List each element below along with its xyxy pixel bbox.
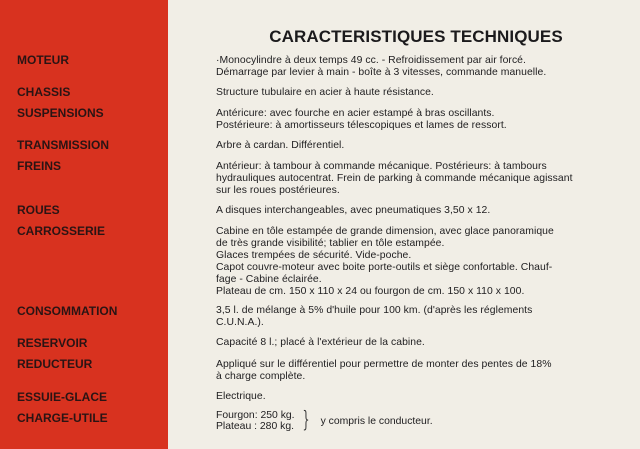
label-moteur: MOTEUR (17, 53, 69, 67)
charge-list (216, 410, 295, 432)
spec-consommation: 3,5 l. de mélange à 5% d'huile pour 100 km. (d'après les réglements C.U.N.A.). (216, 305, 533, 328)
spec-moteur: ·Monocylindre à deux temps 49 cc. - Refroidissement par air forcé. Démarrage par levier à main - boîte à 3 vitesses, commande manuelle. (216, 55, 547, 78)
spec-reservoir: Capacité 8 l.; placé à l'extérieur de la cabine. (216, 337, 425, 348)
label-roues: ROUES (17, 203, 60, 217)
spec-chassis: Structure tubulaire en acier à haute résistance. (216, 87, 434, 98)
label-consommation: CONSOMMATION (17, 304, 118, 318)
spec-transmission: Arbre à cardan. Différentiel. (216, 140, 345, 151)
label-freins: FREINS (17, 159, 62, 173)
spec-charge-utile (216, 410, 433, 432)
charge-plateau: Plateau : 280 kg. (216, 421, 294, 432)
label-carrosserie: CARROSSERIE (17, 224, 106, 238)
spec-essuie-glace: Electrique. (216, 391, 266, 402)
spec-roues: A disques interchangeables, avec pneumatiques 3,50 x 12. (216, 205, 491, 216)
spec-freins: Antérieur: à tambour à commande mécanique. Postérieurs: à tambours hydrauliques autocentrat. Frein de parking à commande mécanique agissant sur les roues postérieures. (216, 161, 573, 196)
spec-carrosserie: Cabine en tôle estampée de grande dimension, avec glace panoramique de très grande visibilité; tablier en tôle estampée. Glaces trempées de sécurité. Vide-poche. Capot couvre-moteur avec boite porte-outils et siège confortable. Chauf- fage - Cabine éclairée. Plateau de cm. 150 x 110 x 24 ou fourgon de cm. 150 x 110 x 100. (216, 226, 554, 297)
label-chassis: CHASSIS (17, 85, 71, 99)
brace-icon: } (302, 408, 310, 433)
charge-note: y compris le conducteur. (320, 415, 433, 427)
label-transmission: TRANSMISSION (17, 138, 110, 152)
page-title: CARACTERISTIQUES TECHNIQUES (269, 27, 563, 46)
label-charge-utile: CHARGE-UTILE (17, 411, 108, 425)
charge-fourgon: Fourgon: 250 kg. (216, 410, 295, 421)
label-reservoir: RESERVOIR (17, 336, 88, 350)
spec-suspensions: Antéricure: avec fourche en acier estampé à bras oscillants. Postérieure: à amortisseurs télescopiques et lames de ressort. (216, 108, 507, 131)
spec-reducteur: Appliqué sur le différentiel pour permettre de monter des pentes de 18% à charge complète. (216, 359, 552, 382)
label-essuie-glace: ESSUIE-GLACE (17, 390, 108, 404)
label-reducteur: REDUCTEUR (17, 357, 93, 371)
label-suspensions: SUSPENSIONS (17, 106, 104, 120)
